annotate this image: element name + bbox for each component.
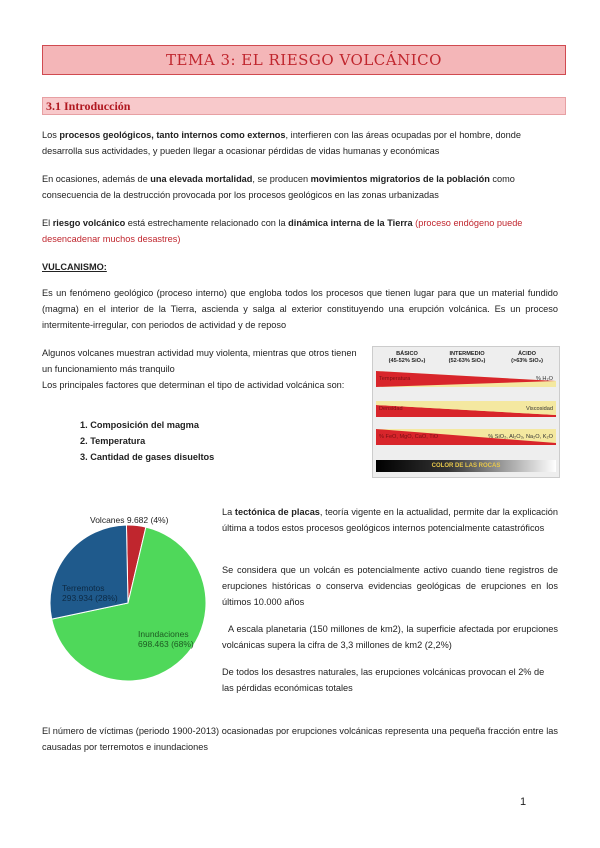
victims-paragraph: El número de víctimas (periodo 1900-2013) ocasionadas por erupciones volcánicas representa una pequeña fracción entre las causadas por terremotos e inundaciones <box>42 726 558 752</box>
factors-list <box>80 417 214 465</box>
pie-slice-terremotos <box>50 525 128 619</box>
intro-paragraph-2: En ocasiones, además de una elevada mortalidad, se producen movimientos migratorios de la población como consecuencia de la destrucción provocada por los procesos geológicos en las zonas urbanizadas <box>42 174 515 200</box>
band-right-label: % H₂O <box>535 376 553 382</box>
rock-color-bar: COLOR DE LAS ROCAS <box>376 460 556 472</box>
factor-item: 1. Composición del magma <box>80 420 199 430</box>
vulcanismo-definition: Es un fenómeno geológico (proceso interno) que engloba todos los procesos que tienen lugar para que un material fundido (magma) en el interior de la Tierra, ascienda y salga al exterior constituyendo una erupción volcánica. Es un proceso intermitente-irregular, con periodos de actividad y de reposo <box>42 288 558 330</box>
band-right-label: % SiO₂, Al₂O₃, Na₂O, K₂O <box>488 434 553 440</box>
band-temperature <box>376 371 556 387</box>
intro-paragraph-3: El riesgo volcánico está estrechamente relacionado con la dinámica interna de la Tierra (proceso endógeno puede desencadenar muchos desastres) <box>42 218 523 244</box>
activity-paragraph: Algunos volcanes muestran actividad muy violenta, mientras que otros tienen un funcionamiento más tranquilo <box>42 348 357 374</box>
affected-surface-paragraph: A escala planetaria (150 millones de km2), la superficie afectada por erupciones volcánicas supera la cifra de 3,3 millones de km2 (2,2%) <box>222 624 558 650</box>
active-volcano-paragraph: Se considera que un volcán es potencialmente activo cuando tiene registros de erupciones históricas o conserva evidencias geológicas de erupciones en los últimos 10.000 años <box>222 565 558 607</box>
section-heading: 3.1 Introducción <box>42 97 566 115</box>
header-acido: ÁCIDO (>63% SiO₂) <box>511 351 543 364</box>
band-right-label: Viscosidad <box>526 406 553 412</box>
magma-composition-figure <box>372 346 560 478</box>
vulcanismo-heading: VULCANISMO: <box>42 262 107 272</box>
pie-label-volcanes: Volcanes 9.682 (4%) <box>90 515 169 525</box>
header-intermedio: INTERMEDIO (52-63% SiO₂) <box>448 351 486 364</box>
pie-label-terremotos: Terremotos 293.934 (28%) <box>62 583 118 603</box>
page-title: TEMA 3: EL RIESGO VOLCÁNICO <box>42 45 566 75</box>
pie-slices <box>50 525 206 681</box>
economic-loss-paragraph: De todos los desastres naturales, las erupciones volcánicas provocan el 2% de las pérdidas económicas totales <box>222 667 545 693</box>
factor-item: 3. Cantidad de gases disueltos <box>80 452 215 462</box>
disaster-victims-pie-chart <box>40 505 215 690</box>
band-left-label: % FeO, MgO, CaO, TiO <box>379 434 439 440</box>
factor-item: 2. Temperatura <box>80 436 146 446</box>
tectonics-paragraph: La tectónica de placas, teoría vigente en la actualidad, permite dar la explicación última a todos estos procesos geológicos internos potencialmente catastróficos <box>222 507 558 533</box>
header-basico: BÁSICO (45-52% SiO₂) <box>388 351 426 364</box>
band-density <box>376 401 556 417</box>
page-number: 1 <box>520 796 527 808</box>
intro-paragraph-1: Los procesos geológicos, tanto internos como externos, interfieren con las áreas ocupadas por el hombre, donde desarrolla sus actividades, y pueden llegar a ocasionar pérdidas de vidas humanas y económicas <box>42 130 521 156</box>
band-left-label: Temperatura <box>379 376 411 382</box>
band-left-label: Densidad <box>379 406 403 412</box>
factors-intro: Los principales factores que determinan el tipo de actividad volcánica son: <box>42 380 345 390</box>
band-oxides <box>376 429 556 445</box>
pie-label-inundaciones: Inundaciones 698.463 (68%) <box>138 629 194 649</box>
